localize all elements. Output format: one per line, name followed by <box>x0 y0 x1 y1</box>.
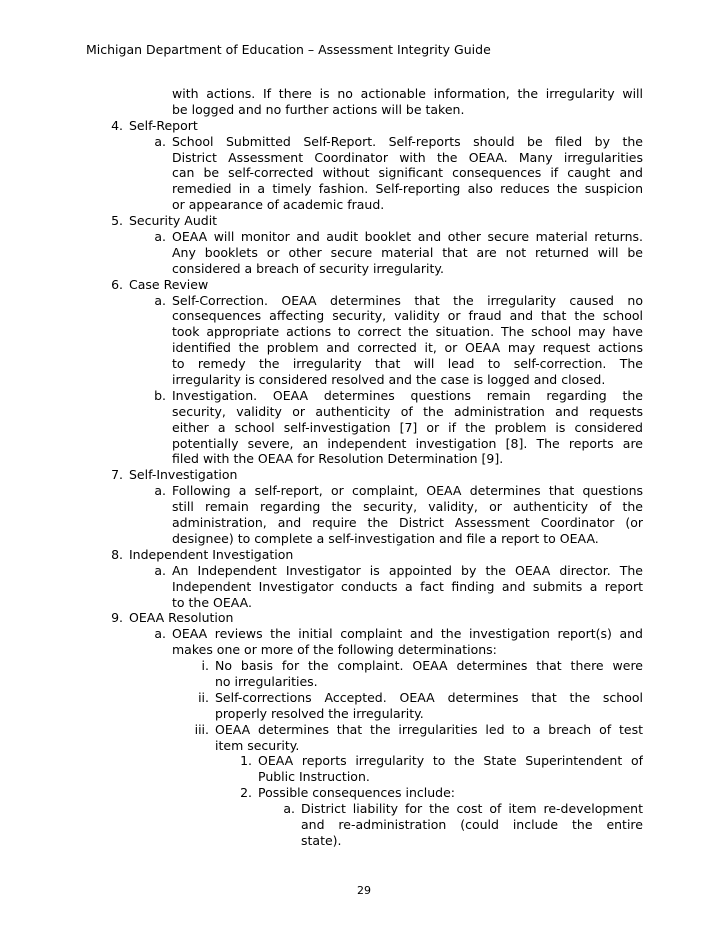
line-text: either a school self-investigation [7] or if the problem is considered <box>172 419 643 435</box>
line-text: took appropriate actions to correct the situation. The school may have <box>172 324 643 340</box>
line-text: Case Review <box>129 276 209 292</box>
line-text: and re-administration (could include the entire <box>301 816 643 832</box>
text-line <box>0 404 728 420</box>
line-text: state). <box>301 832 342 848</box>
list-marker: b. <box>154 387 166 403</box>
list-marker: 4. <box>111 117 123 133</box>
list-marker: 2. <box>240 785 252 801</box>
list-marker: a. <box>283 801 295 817</box>
text-line <box>0 785 728 801</box>
text-line <box>0 499 728 515</box>
text-line <box>0 579 728 595</box>
text-line <box>0 277 728 293</box>
line-text: OEAA will monitor and audit booklet and other secure material returns. <box>172 229 643 245</box>
list-marker: a. <box>154 133 166 149</box>
line-text: designee) to complete a self-investigation and file a report to OEAA. <box>172 530 599 546</box>
line-text: Independent Investigator conducts a fact finding and submits a report <box>172 578 643 594</box>
text-line <box>0 308 728 324</box>
line-text: School Submitted Self-Report. Self-reports should be filed by the <box>172 133 643 149</box>
text-line <box>0 658 728 674</box>
line-text: Security Audit <box>129 213 218 229</box>
line-text: Self-Correction. OEAA determines that the irregularity caused no <box>172 292 643 308</box>
list-marker: a. <box>154 626 166 642</box>
text-line <box>0 86 728 102</box>
line-text: item security. <box>215 737 300 753</box>
text-line <box>0 261 728 277</box>
line-text: Any booklets or other secure material that are not returned will be <box>172 244 643 260</box>
line-text: makes one or more of the following determinations: <box>172 642 497 658</box>
line-text: still remain regarding the security, validity, or authenticity of the <box>172 499 643 515</box>
text-line <box>0 293 728 309</box>
text-line <box>0 674 728 690</box>
line-text: No basis for the complaint. OEAA determines that there were <box>215 658 643 674</box>
text-line <box>0 102 728 118</box>
document-body <box>0 86 728 849</box>
list-marker: i. <box>201 658 209 674</box>
text-line <box>0 134 728 150</box>
line-text: District Assessment Coordinator with the OEAA. Many irregularities <box>172 149 643 165</box>
text-line <box>0 833 728 849</box>
line-text: security, validity or authenticity of the administration and requests <box>172 403 643 419</box>
list-marker: 6. <box>111 276 123 292</box>
text-line <box>0 547 728 563</box>
text-line <box>0 118 728 134</box>
text-line <box>0 690 728 706</box>
line-text: Self-corrections Accepted. OEAA determines that the school <box>215 689 643 705</box>
list-marker: 9. <box>111 610 123 626</box>
text-line <box>0 753 728 769</box>
text-line <box>0 181 728 197</box>
line-text: consequences affecting security, validity or fraud and that the school <box>172 308 643 324</box>
line-text: Investigation. OEAA determines questions remain regarding the <box>172 387 643 403</box>
text-line <box>0 150 728 166</box>
text-line <box>0 769 728 785</box>
line-text: Self-Report <box>129 117 198 133</box>
line-text: remedied in a timely fashion. Self-reporting also reduces the suspicion <box>172 181 643 197</box>
text-line <box>0 436 728 452</box>
text-line <box>0 738 728 754</box>
text-line <box>0 817 728 833</box>
line-text: potentially severe, an independent investigation [8]. The reports are <box>172 435 643 451</box>
text-line <box>0 356 728 372</box>
text-line <box>0 324 728 340</box>
text-line <box>0 642 728 658</box>
line-text: considered a breach of security irregularity. <box>172 260 445 276</box>
list-marker: 1. <box>240 753 252 769</box>
line-text: to remedy the irregularity that will lead to self-correction. The <box>172 356 643 372</box>
text-line <box>0 229 728 245</box>
line-text: OEAA reports irregularity to the State Superintendent of <box>258 753 643 769</box>
page-header: Michigan Department of Education – Assessment Integrity Guide <box>86 42 491 57</box>
line-text: can be self-corrected without significant consequences if caught and <box>172 165 643 181</box>
line-text: Independent Investigation <box>129 546 294 562</box>
line-text: Public Instruction. <box>258 769 370 785</box>
line-text: OEAA determines that the irregularities led to a breach of test <box>215 721 643 737</box>
text-line <box>0 722 728 738</box>
text-line <box>0 610 728 626</box>
text-line <box>0 595 728 611</box>
text-line <box>0 706 728 722</box>
text-line <box>0 626 728 642</box>
text-line <box>0 420 728 436</box>
list-marker: a. <box>154 562 166 578</box>
line-text: identified the problem and corrected it, or OEAA may request actions <box>172 340 643 356</box>
line-text: District liability for the cost of item re-development <box>301 801 643 817</box>
page-number: 29 <box>357 884 371 897</box>
text-line <box>0 197 728 213</box>
text-line <box>0 388 728 404</box>
line-text: no irregularities. <box>215 673 318 689</box>
line-text: to the OEAA. <box>172 594 252 610</box>
text-line <box>0 563 728 579</box>
line-text: Self-Investigation <box>129 467 238 483</box>
text-line <box>0 245 728 261</box>
list-marker: 8. <box>111 546 123 562</box>
text-line <box>0 531 728 547</box>
list-marker: a. <box>154 292 166 308</box>
text-line <box>0 451 728 467</box>
line-text: with actions. If there is no actionable information, the irregularity will <box>172 86 643 101</box>
list-marker: 5. <box>111 213 123 229</box>
list-marker: a. <box>154 483 166 499</box>
line-text: OEAA reviews the initial complaint and the investigation report(s) and <box>172 626 643 642</box>
text-line <box>0 801 728 817</box>
list-marker: 7. <box>111 467 123 483</box>
line-text: An Independent Investigator is appointed by the OEAA director. The <box>172 562 643 578</box>
text-line <box>0 165 728 181</box>
text-line <box>0 372 728 388</box>
line-text: OEAA Resolution <box>129 610 234 626</box>
line-text: filed with the OEAA for Resolution Determination [9]. <box>172 451 504 467</box>
list-marker: a. <box>154 229 166 245</box>
line-text: be logged and no further actions will be taken. <box>172 101 465 117</box>
list-marker: ii. <box>198 689 209 705</box>
text-line <box>0 467 728 483</box>
line-text: properly resolved the irregularity. <box>215 705 424 721</box>
text-line <box>0 213 728 229</box>
text-line <box>0 483 728 499</box>
line-text: Possible consequences include: <box>258 785 455 801</box>
text-line <box>0 340 728 356</box>
line-text: irregularity is considered resolved and the case is logged and closed. <box>172 372 606 388</box>
text-line <box>0 515 728 531</box>
line-text: administration, and require the District Assessment Coordinator (or <box>172 515 643 531</box>
line-text: Following a self-report, or complaint, OEAA determines that questions <box>172 483 643 499</box>
list-marker: iii. <box>194 721 209 737</box>
line-text: or appearance of academic fraud. <box>172 197 385 213</box>
